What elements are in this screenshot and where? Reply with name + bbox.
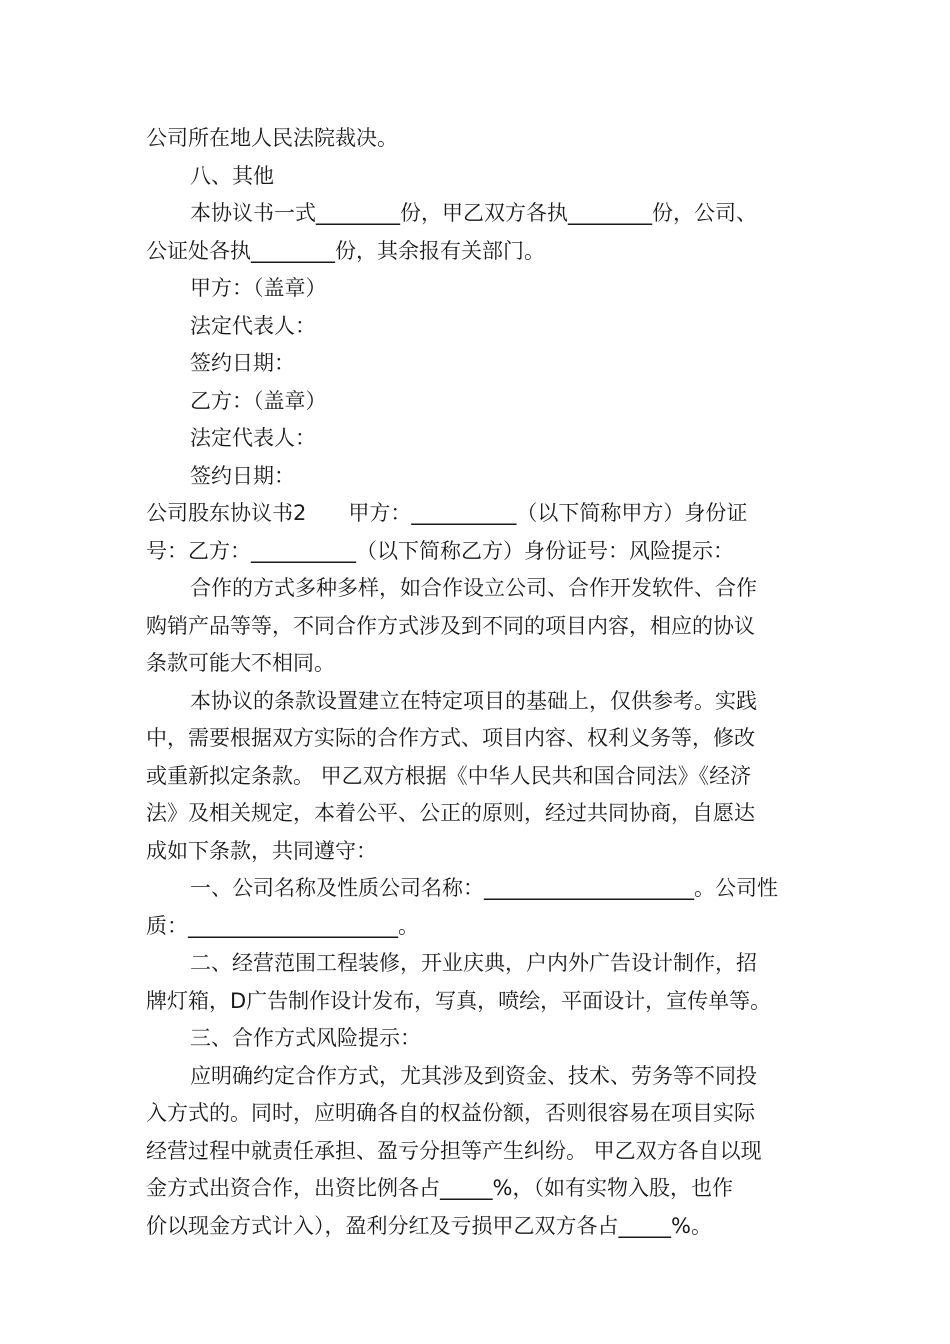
text-line: 质：____________________。: [146, 913, 419, 938]
text-line: 条款可能大不相同。: [146, 651, 335, 675]
section-heading-other: 八、其他: [190, 163, 274, 188]
section-company-name: 一、公司名称及性质公司名称：____________________。公司性: [190, 876, 778, 900]
text-line: 经营过程中就责任承担、盈亏分担等产生纠纷。 甲乙双方各自以现: [146, 1138, 762, 1163]
text-line: 购销产品等等，不同合作方式涉及到不同的项目内容，相应的协议: [146, 613, 755, 638]
legal-representative-label: 法定代表人：: [190, 313, 316, 338]
text-line: 或重新拟定条款。 甲乙双方根据《中华人民共和国合同法》《经济: [146, 763, 752, 788]
text-line: 金方式出资合作，出资比例各占_____%，（如有实物入股，也作: [146, 1176, 733, 1200]
text-line: 成如下条款，共同遵守：: [146, 838, 377, 863]
text-line: 应明确约定合作方式，尤其涉及到资金、技术、劳务等不同投: [190, 1063, 757, 1088]
text-line: 号：乙方：__________（以下简称乙方）身份证号：风险提示：: [146, 538, 734, 563]
text-line: 公证处各执________份，其余报有关部门。: [146, 238, 545, 263]
text-line: 本协议的条款设置建立在特定项目的基础上，仅供参考。实践: [190, 688, 757, 713]
section-cooperation-mode: 三、合作方式风险提示：: [190, 1026, 421, 1050]
text-line: 本协议书一式________份，甲乙双方各执________份，公司、: [190, 201, 757, 225]
party-a-seal-label: 甲方：（盖章）: [190, 276, 327, 300]
text-line: 法》及相关规定，本着公平、公正的原则，经过共同协商，自愿达: [146, 801, 755, 825]
text-line: 牌灯箱，D广告制作设计发布，写真，喷绘，平面设计，宣传单等。: [146, 988, 772, 1013]
legal-representative-label: 法定代表人：: [190, 426, 316, 450]
signing-date-label: 签约日期：: [190, 463, 295, 488]
document-body: [146, 120, 808, 1245]
party-b-seal-label: 乙方：（盖章）: [190, 388, 327, 413]
text-line: 入方式的。同时，应明确各自的权益份额，否则很容易在项目实际: [146, 1101, 755, 1125]
agreement-title-line: 公司股东协议书2 甲方：__________（以下简称甲方）身份证: [146, 501, 748, 525]
text-line: 公司所在地人民法院裁决。: [146, 126, 398, 150]
text-line: 中，需要根据双方实际的合作方式、项目内容、权利义务等，修改: [146, 726, 755, 750]
text-line: 价以现金方式计入），盈利分红及亏损甲乙双方各占_____%。: [146, 1213, 712, 1238]
signing-date-label: 签约日期：: [190, 351, 295, 375]
section-business-scope: 二、经营范围工程装修，开业庆典，户内外广告设计制作，招: [190, 951, 757, 975]
text-line: 合作的方式多种多样，如合作设立公司、合作开发软件、合作: [190, 576, 757, 600]
